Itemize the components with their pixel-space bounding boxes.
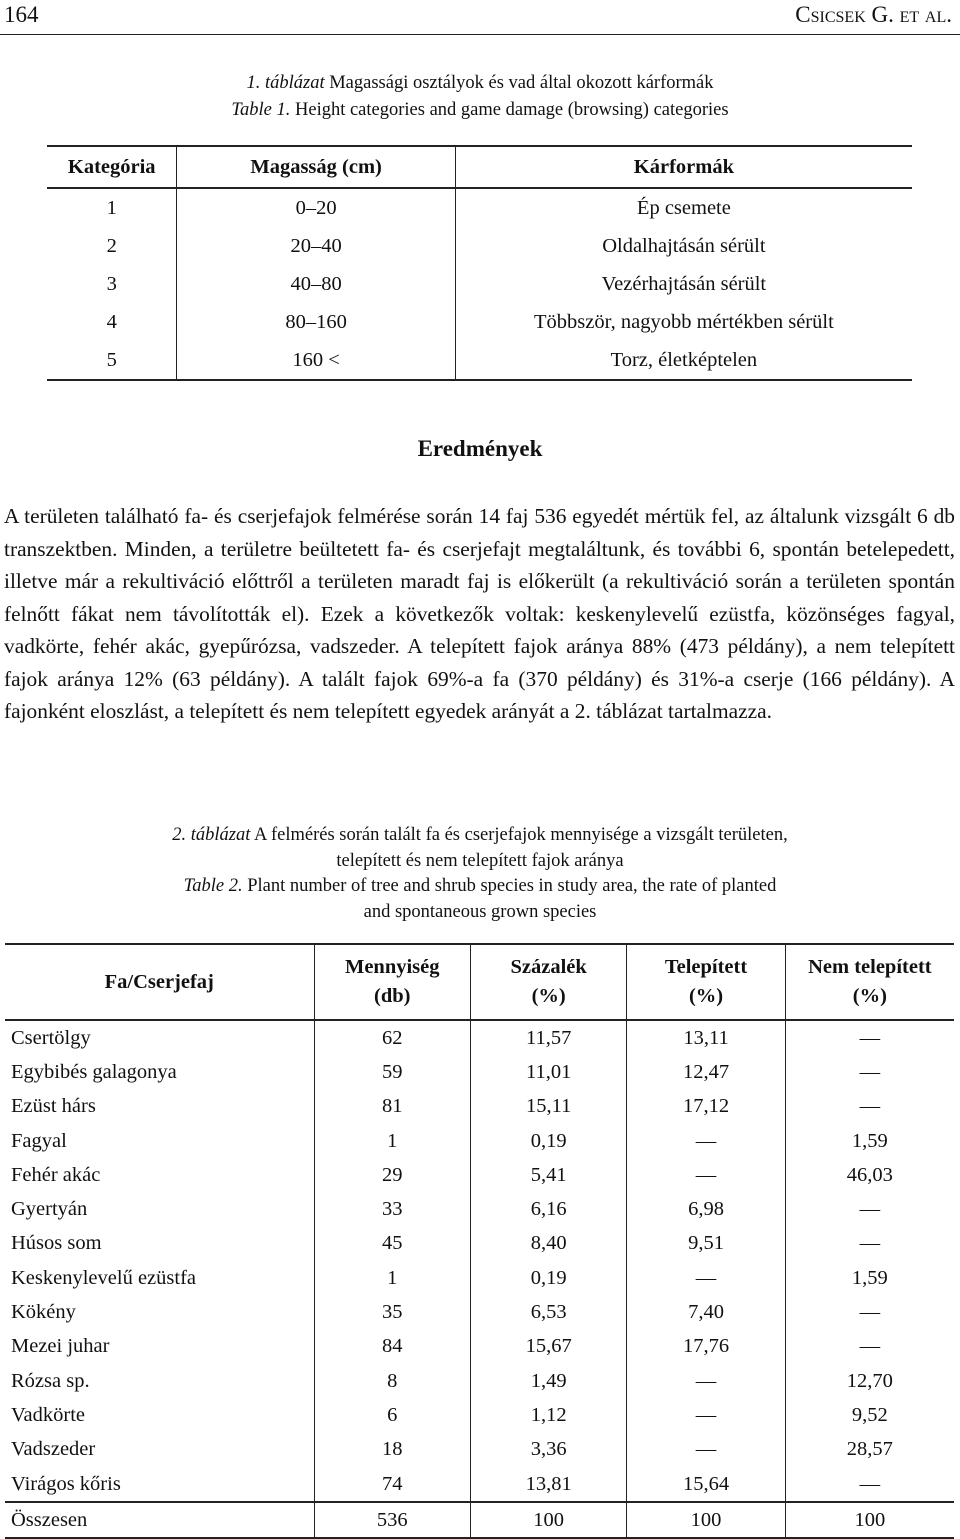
table-cell: 15,67 (470, 1330, 626, 1364)
table-cell: 0,19 (470, 1261, 626, 1295)
page-number: 164 (4, 2, 39, 27)
table-cell: 1,49 (470, 1364, 626, 1398)
table-cell: — (627, 1158, 785, 1192)
table-cell: 5 (47, 341, 177, 380)
table-cell: 8,40 (470, 1227, 626, 1261)
table-cell: Ép csemete (636, 196, 731, 219)
header-line: Fa/Cserjefaj (104, 970, 214, 993)
table-row (5, 1330, 954, 1364)
table-cell: 18 (314, 1433, 470, 1467)
table-cell: 1 (314, 1124, 470, 1158)
table-cell: — (859, 1060, 881, 1083)
table2-header-row (5, 944, 954, 1020)
table-row (5, 1055, 954, 1089)
table-row (47, 265, 912, 303)
table1-label-hu: 1. táblázat (246, 73, 325, 93)
header-unit: (db) (374, 985, 411, 1007)
total-row (5, 1502, 954, 1538)
table-cell: — (859, 1026, 881, 1049)
table2-title-hu-line1: A felmérés során talált fa és cserjefajok mennyisége a vizsgált területen, (254, 825, 788, 845)
header-line: Százalék (510, 956, 587, 978)
table-cell: 59 (314, 1055, 470, 1089)
table-cell: Rózsa sp. (5, 1364, 314, 1398)
table-cell: Vadszeder (5, 1433, 314, 1467)
table-cell: Virágos kőris (5, 1467, 314, 1502)
table-cell: 46,03 (846, 1163, 893, 1186)
table-row (5, 1090, 954, 1124)
table-cell: 6 (314, 1398, 470, 1432)
header-unit: (%) (852, 985, 887, 1007)
table-cell: — (627, 1433, 785, 1467)
table-cell: Ezüst hárs (5, 1090, 314, 1124)
table-cell: — (627, 1398, 785, 1432)
table-row (47, 188, 912, 227)
table-cell: Többször, nagyobb mértékben sérült (534, 310, 834, 333)
section-heading: Eredmények (417, 436, 543, 461)
table-row (5, 1364, 954, 1398)
table-cell: 6,98 (627, 1192, 785, 1226)
table-cell: 1 (47, 188, 177, 227)
table-cell: 40–80 (177, 265, 455, 303)
table-cell: 13,11 (627, 1020, 785, 1055)
table-row (5, 1124, 954, 1158)
table1-header-row (47, 146, 912, 188)
table2-header-cell (627, 944, 785, 1020)
table-cell: 15,64 (627, 1467, 785, 1502)
table-cell: 1,59 (851, 1129, 888, 1152)
table-row (5, 1192, 954, 1226)
table-cell: 45 (314, 1227, 470, 1261)
running-head: Csicsek G. et al. (795, 2, 952, 27)
table-cell: 84 (314, 1330, 470, 1364)
table-cell: 6,16 (470, 1192, 626, 1226)
table-cell: Egybibés galagonya (5, 1055, 314, 1089)
table-cell: 11,57 (470, 1020, 626, 1055)
table1-title-hu: Magassági osztályok és vad által okozott kárformák (329, 73, 714, 93)
table-cell: 9,52 (851, 1403, 888, 1426)
table-cell: Vezérhajtásán sérült (601, 272, 767, 295)
table-cell: 35 (314, 1295, 470, 1329)
table2-label-hu: 2. táblázat (172, 825, 251, 845)
table-cell: Oldalhajtásán sérült (602, 234, 766, 257)
header-unit: (%) (688, 985, 724, 1007)
table-cell: — (859, 1335, 881, 1358)
table-cell: Fagyal (5, 1124, 314, 1158)
table2-label-en: Table 2. (183, 876, 243, 896)
table-cell: Összesen (5, 1502, 314, 1538)
table-cell: Vadkörte (5, 1398, 314, 1432)
table-cell: 0,19 (470, 1124, 626, 1158)
table-cell: 20–40 (177, 227, 455, 265)
table-cell: 33 (314, 1192, 470, 1226)
table-cell: 1,12 (470, 1398, 626, 1432)
table-row (5, 1158, 954, 1192)
page-header (0, 0, 960, 35)
table2-header-cell (5, 944, 314, 1020)
table-cell: 7,40 (627, 1295, 785, 1329)
table-cell: — (627, 1261, 785, 1295)
table-cell: 13,81 (470, 1467, 626, 1502)
table2-caption-hu (0, 822, 960, 848)
table-row (47, 341, 912, 380)
table1-label-en: Table 1. (231, 100, 291, 120)
table1-header-cell: Magasság (cm) (177, 146, 455, 188)
table-cell: 160 < (177, 341, 455, 380)
table-cell: 3,36 (470, 1433, 626, 1467)
table-cell: 5,41 (470, 1158, 626, 1192)
table1-header-cell: Kárformák (455, 146, 912, 188)
table-cell: Mezei juhar (5, 1330, 314, 1364)
table-row (5, 1295, 954, 1329)
table2-title-hu-line2: telepített és nem telepített fajok aránya (336, 851, 624, 871)
table2-title-en-line1: Plant number of tree and shrub species in study area, the rate of planted (247, 876, 777, 896)
table2 (5, 943, 954, 1539)
table2-header-cell (785, 944, 954, 1020)
table-cell: Fehér akác (5, 1158, 314, 1192)
table-cell: 8 (314, 1364, 470, 1398)
table-cell: — (627, 1124, 785, 1158)
table-cell: Torz, életképtelen (455, 341, 912, 380)
table-cell: — (859, 1232, 881, 1255)
table-row (5, 1433, 954, 1467)
table-cell: 12,47 (627, 1055, 785, 1089)
table1-caption-en (0, 97, 960, 123)
table-row (5, 1467, 954, 1502)
table-row (47, 227, 912, 265)
table1-caption-hu (0, 70, 960, 96)
table-cell: 100 (627, 1502, 785, 1538)
table-cell: — (859, 1095, 881, 1118)
table-row (5, 1020, 954, 1055)
table-cell: 6,53 (470, 1295, 626, 1329)
table-cell: Csertölgy (5, 1020, 314, 1055)
table-cell: 81 (314, 1090, 470, 1124)
table-cell: 0–20 (177, 188, 455, 227)
table1 (47, 145, 912, 381)
results-paragraph: A területen található fa- és cserjefajok felmérése során 14 faj 536 egyedét mértük fel, az általunk vizsgált 6 db transzektben. Minden, a területre beültetett fa- és cserjefajt megtaláltunk, és további 6, spontán betelepedett, illetve már a rekultiváció előttről a területen maradt faj is előkerült (a rekultiváció során a területen spontán felnőtt fákat nem távolították el). Ezek a következők voltak: keskenylevelű ezüstfa, közönséges fagyal, vadkörte, fehér akác, gyepűrózsa, vadszeder. A telepített fajok aránya 88% (473 példány), a nem telepített fajok aránya 12% (63 példány). A talált fajok 69%-a fa (370 példány) és 31%-a cserje (166 példány). A fajonként eloszlást, a telepített és nem telepített egyedek arányát a 2. táblázat tartalmazza. (4, 504, 955, 723)
table-cell: 2 (47, 227, 177, 265)
table-cell: 536 (314, 1502, 470, 1538)
table-cell: — (859, 1198, 881, 1221)
table2-caption-en (0, 873, 960, 899)
header-unit: (%) (531, 985, 566, 1007)
table-cell: 1 (314, 1261, 470, 1295)
table1-title-en: Height categories and game damage (browsing) categories (295, 100, 729, 120)
table-cell: 17,12 (627, 1090, 785, 1124)
table-cell: Keskenylevelű ezüstfa (5, 1261, 314, 1295)
table-cell: 3 (47, 265, 177, 303)
header-line: Nem telepített (808, 956, 932, 978)
table-cell: 11,01 (470, 1055, 626, 1089)
table-cell: 1,59 (851, 1266, 888, 1289)
table-cell: 74 (314, 1467, 470, 1502)
table-row (5, 1398, 954, 1432)
table2-header-cell (470, 944, 626, 1020)
table-cell: 17,76 (627, 1330, 785, 1364)
table-cell: 62 (314, 1020, 470, 1055)
header-line: Telepített (664, 956, 748, 978)
table-row (47, 303, 912, 341)
table-cell: — (859, 1472, 881, 1495)
table-cell: — (859, 1301, 881, 1324)
table-cell: 28,57 (846, 1438, 893, 1461)
table-row (5, 1227, 954, 1261)
table-cell: 9,51 (627, 1227, 785, 1261)
table-cell: Kökény (5, 1295, 314, 1329)
header-line: Mennyiség (344, 956, 440, 978)
table-row (5, 1261, 954, 1295)
table1-header-cell: Kategória (47, 146, 177, 188)
table-cell: 100 (785, 1502, 954, 1538)
table-cell: Húsos som (5, 1227, 314, 1261)
table-cell: 12,70 (846, 1369, 893, 1392)
table-cell: 4 (47, 303, 177, 341)
table2-header-cell (314, 944, 470, 1020)
table-cell: 29 (314, 1158, 470, 1192)
table-cell: 15,11 (470, 1090, 626, 1124)
table-cell: 100 (470, 1502, 626, 1538)
table2-body (5, 1020, 954, 1502)
table-cell: Gyertyán (5, 1192, 314, 1226)
table-cell: — (627, 1364, 785, 1398)
table2-title-en-line2: and spontaneous grown species (363, 902, 597, 922)
table-cell: 80–160 (177, 303, 455, 341)
